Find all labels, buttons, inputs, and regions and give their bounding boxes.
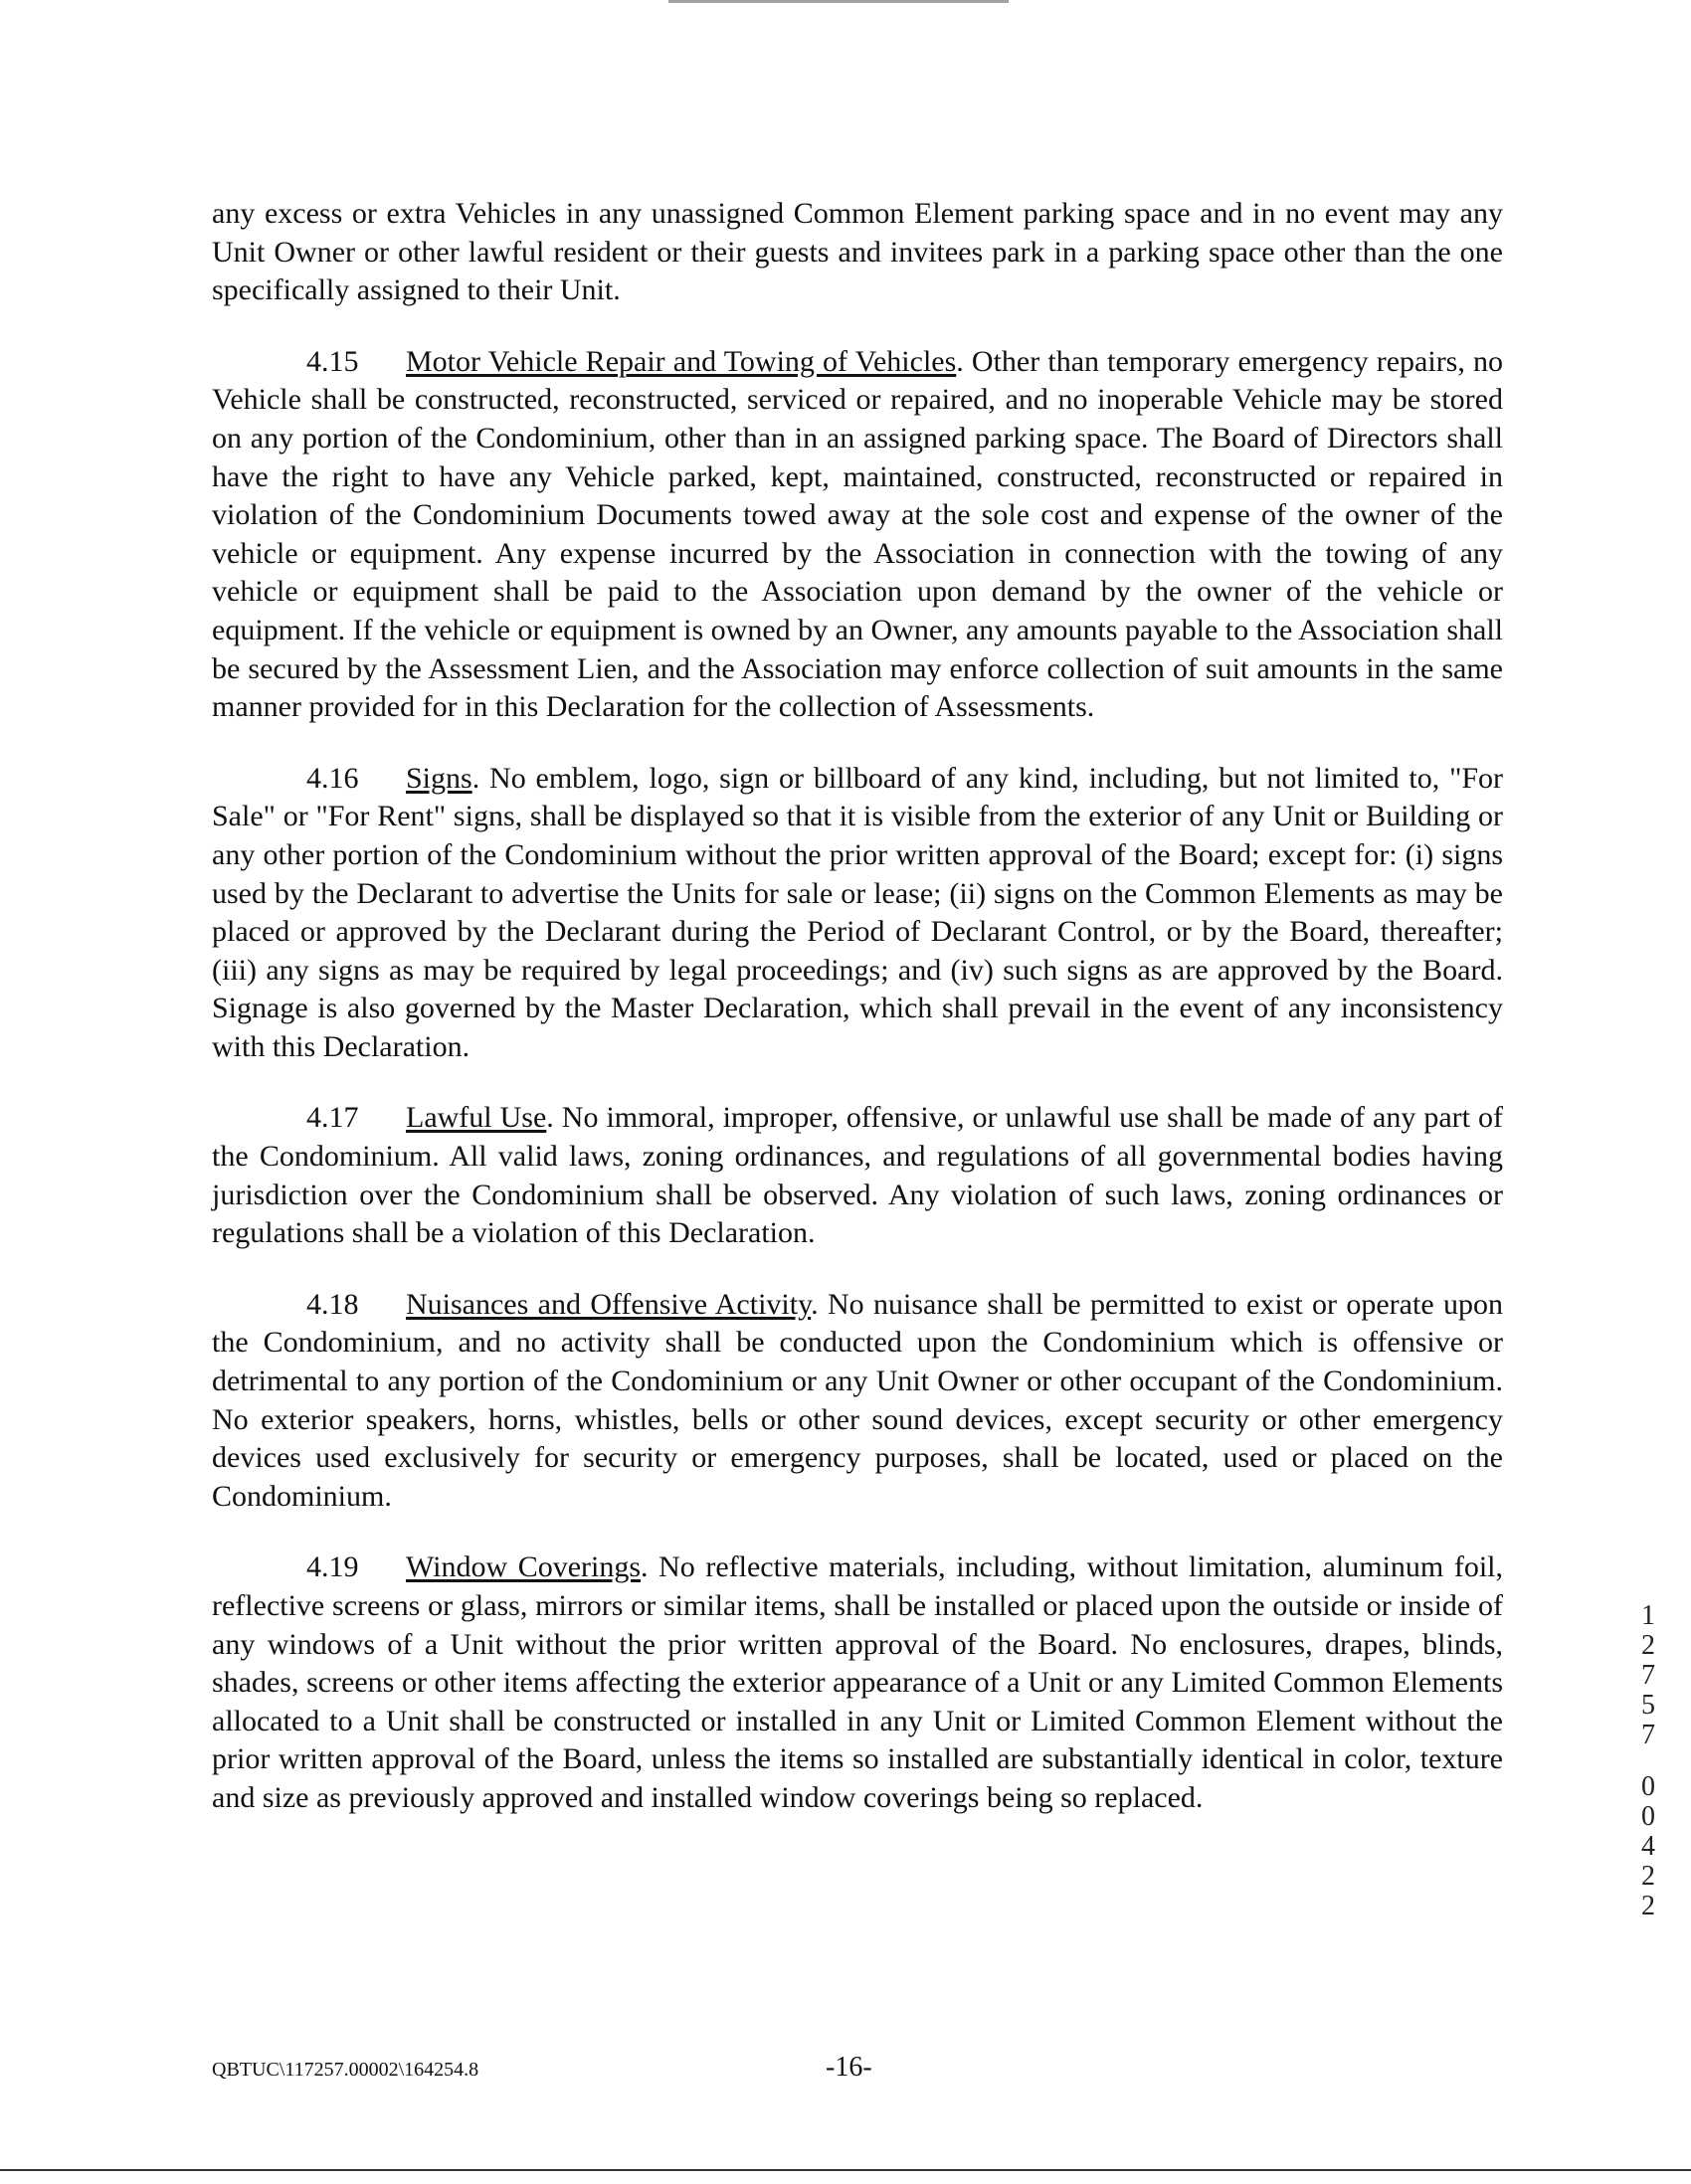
section-heading: Window Coverings: [406, 1550, 642, 1584]
stamp-digit: 5: [1641, 1690, 1655, 1721]
intro-paragraph: any excess or extra Vehicles in any unassigned Common Element parking space and in no event may any Unit Owner or other lawful resident or their guests and invitees park in a parking space other than the one specifically assigned to their Unit.: [212, 197, 1503, 307]
section-body: . Other than temporary emergency repairs, no Vehicle shall be constructed, reconstructed, serviced or repaired, and no inoperable Vehicle may be stored on any portion of the Condominium, other than in an assigned parking space. The Board of Directors shall have the right to have any Vehicle parked, kept, maintained, constructed, reconstructed or repaired in violation of the Condominium Documents towed away at the sole cost and expense of the owner of the vehicle or equipment. Any expense incurred by the Association in connection with the towing of any vehicle or equipment shall be paid to the Association upon demand by the owner of the vehicle or equipment. If the vehicle or equipment is owned by an Owner, any amounts payable to the Association shall be secured by the Assessment Lien, and the Association may enforce collection of suit amounts in the same manner provided for in this Declaration for the collection of Assessments.: [212, 344, 1503, 724]
stamp-digit: 1: [1641, 1600, 1655, 1631]
document-id: QBTUC\117257.00002\164254.8: [212, 2059, 479, 2081]
section-number: 4.18: [306, 1287, 359, 1321]
stamp-digit: 0: [1641, 1801, 1655, 1832]
stamp-digit: 7: [1641, 1660, 1655, 1691]
scan-artifact-top: [668, 0, 1009, 3]
section-number: 4.15: [306, 344, 359, 378]
section-4-17: [212, 1099, 1503, 1252]
stamp-digit: 2: [1641, 1891, 1655, 1921]
section-number: 4.17: [306, 1101, 359, 1135]
section-heading: Motor Vehicle Repair and Towing of Vehicles: [406, 344, 957, 378]
body-text: [212, 195, 1503, 1818]
section-heading: Nuisances and Offensive Activity: [406, 1287, 812, 1321]
section-heading: Lawful Use: [406, 1101, 547, 1135]
page-number: -16-: [826, 2052, 872, 2083]
section-body: . No nuisance shall be permitted to exist or operate upon the Condominium, and no activity shall be conducted upon the Condominium which is offensive or detrimental to any portion of the Condominium or any Unit Owner or other occupant of the Condominium. No exterior speakers, horns, whistles, bells or other sound devices, except security or other emergency devices used exclusively for security or emergency purposes, shall be located, used or placed on the Condominium.: [212, 1287, 1503, 1513]
section-4-19: [212, 1548, 1503, 1817]
bottom-scan-edge: [0, 2169, 1691, 2171]
recording-stamp: [1631, 1601, 1665, 1921]
stamp-digit: 7: [1641, 1720, 1655, 1750]
section-number: 4.19: [306, 1550, 359, 1584]
section-body: . No emblem, logo, sign or billboard of any kind, including, but not limited to, "For Sale" or "For Rent" signs, shall be displayed so that it is visible from the exterior of any Unit or Building or any other portion of the Condominium without the prior written approval of the Board; except for: (i) signs used by the Declarant to advertise the Units for sale or lease; (ii) signs on the Common Elements as may be placed or approved by the Declarant during the Period of Declarant Control, or by the Board, thereafter; (iii) any signs as may be required by legal proceedings; and (iv) such signs as are approved by the Board. Signage is also governed by the Master Declaration, which shall prevail in the event of any inconsistency with this Declaration.: [212, 761, 1503, 1063]
section-4-16: [212, 760, 1503, 1067]
stamp-digit: 2: [1641, 1861, 1655, 1892]
section-number: 4.16: [306, 761, 359, 795]
section-body: . No immoral, improper, offensive, or unlawful use shall be made of any part of the Condominium. All valid laws, zoning ordinances, and regulations of all governmental bodies having jurisdiction over the Condominium shall be observed. Any violation of such laws, zoning ordinances or regulations shall be a violation of this Declaration.: [212, 1101, 1503, 1250]
section-heading: Signs: [406, 761, 472, 795]
section-4-18: [212, 1286, 1503, 1517]
stamp-digit: 0: [1641, 1771, 1655, 1802]
section-body: . No reflective materials, including, without limitation, aluminum foil, reflective screens or glass, mirrors or similar items, shall be installed or placed upon the outside or inside of any windows of a Unit without the prior written approval of the Board. No enclosures, drapes, blinds, shades, screens or other items affecting the exterior appearance of a Unit or any Limited Common Elements allocated to a Unit shall be constructed or installed in any Unit or Limited Common Element without the prior written approval of the Board, unless the items so installed are substantially identical in color, texture and size as previously approved and installed window coverings being so replaced.: [212, 1550, 1503, 1814]
stamp-digit: 4: [1641, 1831, 1655, 1862]
section-4-15: [212, 343, 1503, 727]
stamp-digit: 2: [1641, 1630, 1655, 1661]
